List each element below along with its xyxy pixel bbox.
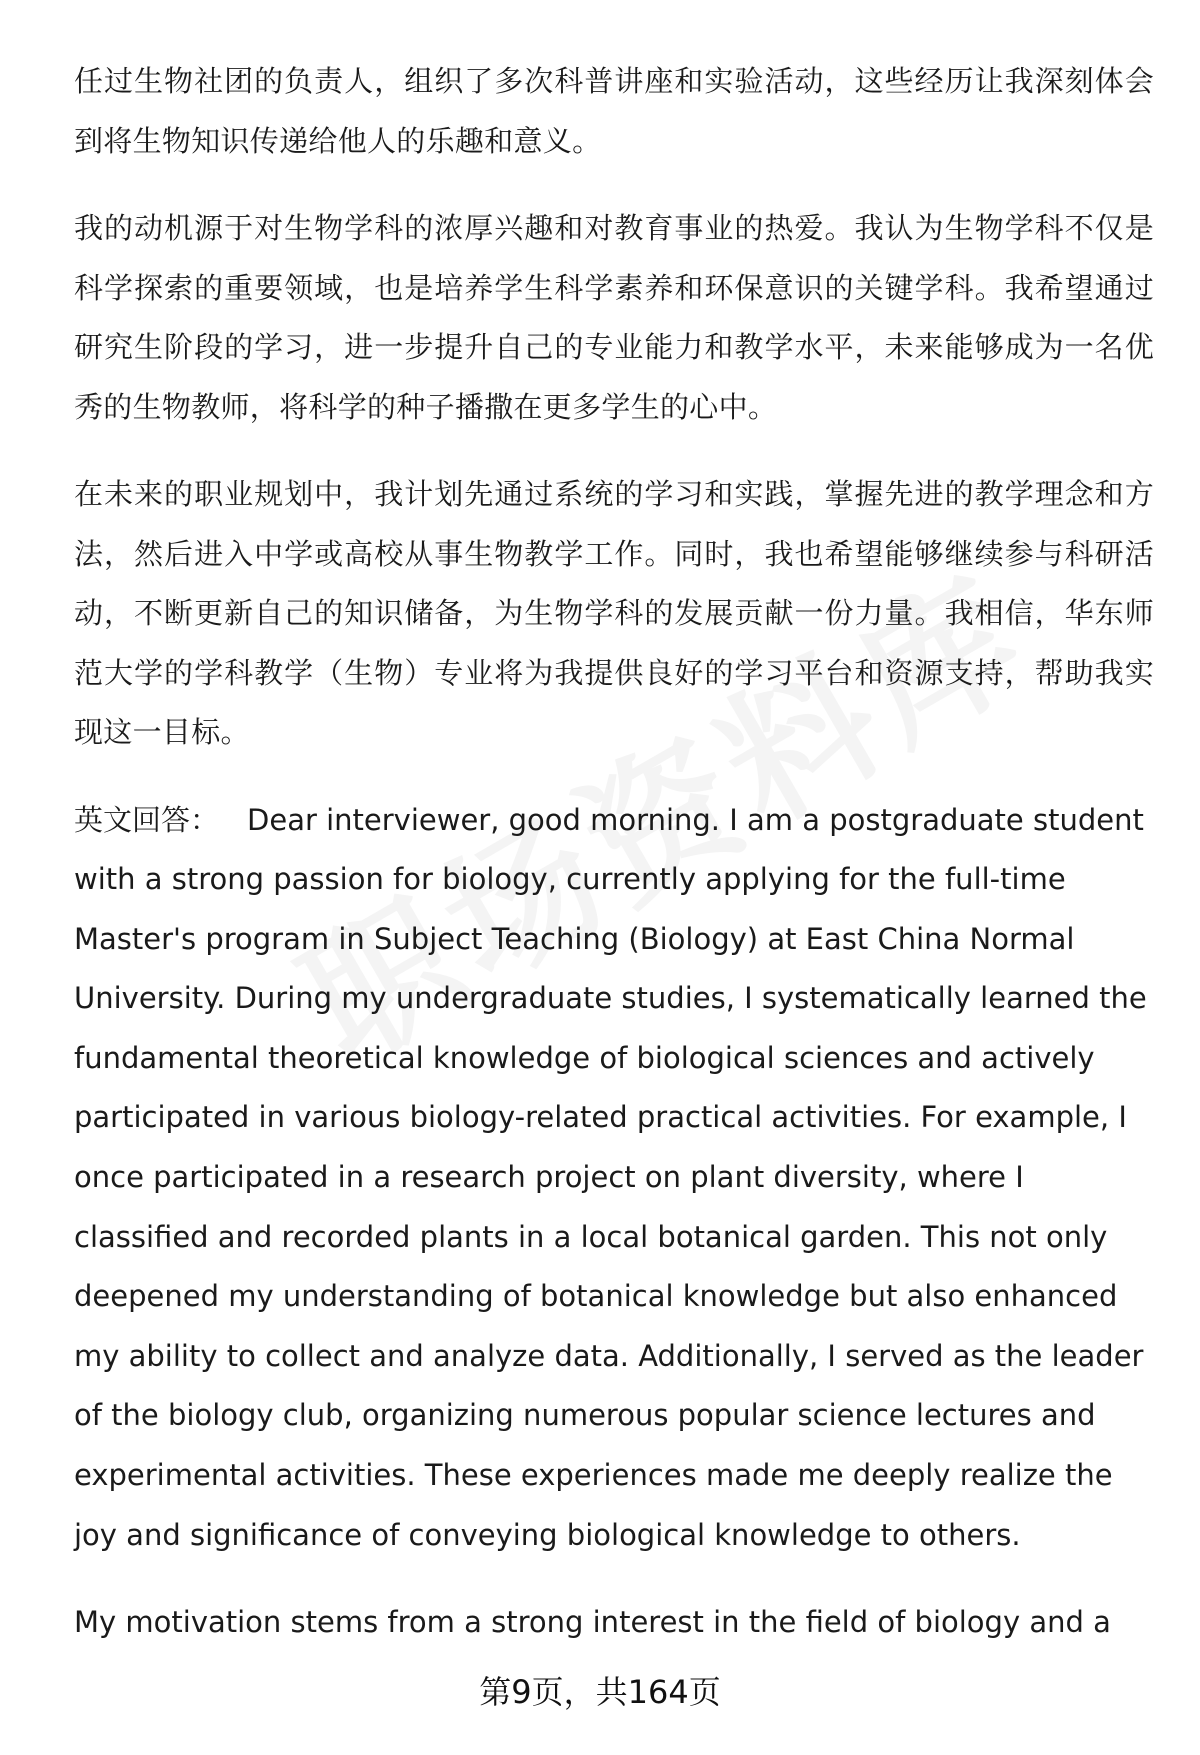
paragraph-cn-3: 在未来的职业规划中，我计划先通过系统的学习和实践，掌握先进的教学理念和方法，然后进入中学或高校从事生物教学工作。同时，我也希望能够继续参与科研活动，不断更新自己的知识储备，为生物学科的发展贡献一份力量。我相信，华东师范大学的学科教学（生物）专业将为我提供良好的学习平台和资源支持，帮助我实现这一目标。 [74, 477, 1154, 749]
english-answer-label: 英文回答： [74, 802, 220, 837]
paragraph-en-1 [74, 791, 1154, 1566]
paragraph-en-1-text: Dear interviewer, good morning. I am a postgraduate student with a strong passion for biology, currently applying for the full-time Master's program in Subject Teaching (Biology) at East China Normal University. During my undergraduate studies, I systematically learned the fundamental theoretical knowledge of biological sciences and actively participated in various biology-related practical activities. For example, I once participated in a research project on plant diversity, where I classified and recorded plants in a local botanical garden. This not only deepened my understanding of botanical knowledge but also enhanced my ability to collect and analyze data. Additionally, I served as the leader of the biology club, organizing numerous popular science lectures and experimental activities. These experiences made me deeply realize the joy and significance of conveying biological knowledge to others. [74, 802, 1147, 1552]
paragraph-cn-2: 我的动机源于对生物学科的浓厚兴趣和对教育事业的热爱。我认为生物学科不仅是科学探索的重要领域，也是培养学生科学素养和环保意识的关键学科。我希望通过研究生阶段的学习，进一步提升自己的专业能力和教学水平，未来能够成为一名优秀的生物教师，将科学的种子播撒在更多学生的心中。 [74, 211, 1154, 424]
paragraph-en-2: My motivation stems from a strong interest in the field of biology and a [74, 1605, 1111, 1640]
paragraph-cn-1: 任过生物社团的负责人，组织了多次科普讲座和实验活动，这些经历让我深刻体会到将生物知识传递给他人的乐趣和意义。 [74, 64, 1154, 158]
page-number: 第9页，共164页 [479, 1673, 721, 1711]
document-body [74, 52, 1154, 1653]
